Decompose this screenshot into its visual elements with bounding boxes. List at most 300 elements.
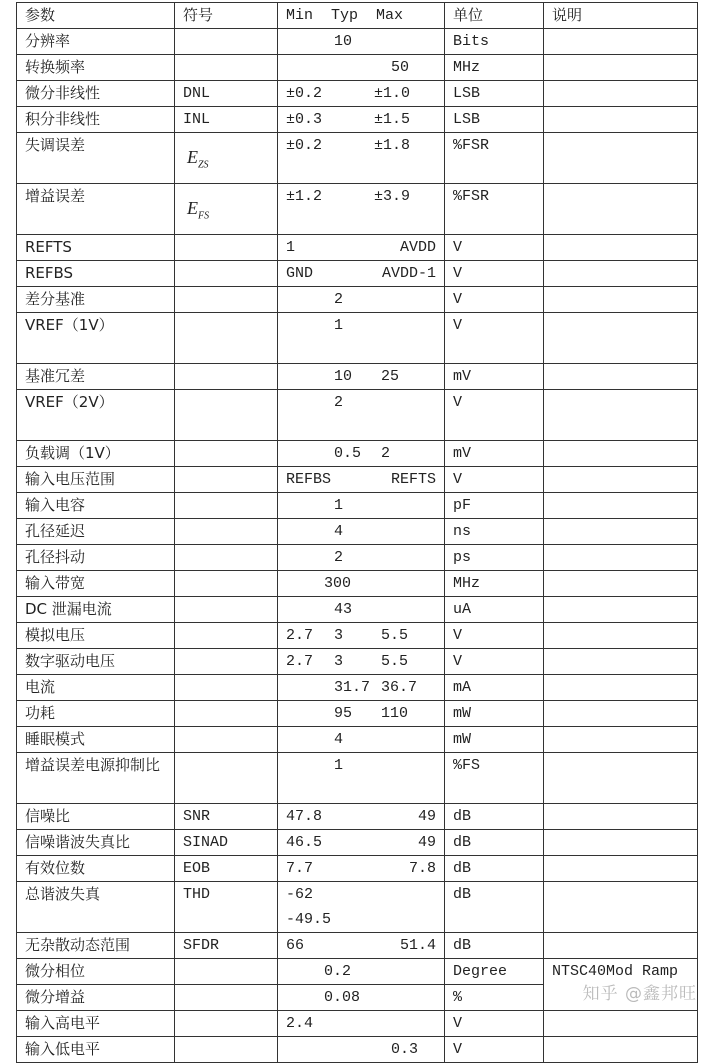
value-min: 2.7: [286, 653, 314, 670]
value-max: 51.4: [399, 937, 436, 954]
values-wrap: [286, 830, 444, 855]
cell-symbol: SINAD: [175, 830, 278, 856]
cell-symbol: [175, 649, 278, 675]
cell-unit: dB: [445, 856, 544, 882]
values-wrap: [286, 235, 444, 260]
cell-values: [278, 985, 445, 1011]
cell-symbol: [175, 133, 278, 184]
cell-unit: LSB: [445, 107, 544, 133]
cell-note: [544, 727, 698, 753]
cell-values: [278, 467, 445, 493]
table-row: [17, 830, 698, 856]
table-row: [17, 261, 698, 287]
cell-symbol: [175, 493, 278, 519]
cell-values: [278, 649, 445, 675]
cell-param: 睡眠模式: [17, 727, 175, 753]
table-row: [17, 467, 698, 493]
value-min: REFBS: [286, 471, 332, 488]
value-typ: 4: [334, 731, 344, 748]
cell-param: 孔径抖动: [17, 545, 175, 571]
values-wrap: [286, 441, 444, 466]
value-typ: 1: [334, 757, 344, 774]
values-wrap: [286, 493, 444, 518]
cell-unit: V: [445, 1011, 544, 1037]
table-row: [17, 882, 698, 933]
cell-param: 数字驱动电压: [17, 649, 175, 675]
value-max: 2: [381, 445, 391, 462]
values-wrap: [286, 727, 444, 752]
values-wrap: [286, 107, 444, 132]
cell-param: 微分相位: [17, 959, 175, 985]
value-typ: 31.7: [334, 679, 371, 696]
value-min: 46.5: [286, 834, 323, 851]
cell-unit: V: [445, 287, 544, 313]
cell-note: [544, 390, 698, 441]
value-min: 2.7: [286, 627, 314, 644]
cell-unit: mV: [445, 441, 544, 467]
cell-unit: V: [445, 261, 544, 287]
cell-symbol: [175, 467, 278, 493]
value-min-secondary: -49.5: [286, 911, 332, 928]
cell-unit: mW: [445, 727, 544, 753]
cell-values: [278, 571, 445, 597]
cell-symbol: [175, 55, 278, 81]
cell-param: 微分增益: [17, 985, 175, 1011]
value-typ: 3: [334, 653, 344, 670]
value-typ: 2: [334, 291, 344, 308]
table-row: [17, 623, 698, 649]
table-row: [17, 441, 698, 467]
value-max: 49: [417, 834, 436, 851]
values-wrap: [286, 81, 444, 106]
header-row: [17, 3, 698, 29]
cell-note-merged: NTSC40Mod Ramp: [544, 959, 698, 1011]
cell-param: VREF（2V）: [17, 390, 175, 441]
value-typ: 300: [324, 575, 352, 592]
cell-note: [544, 441, 698, 467]
table-row: [17, 29, 698, 55]
cell-values: [278, 882, 445, 933]
cell-unit: %FSR: [445, 133, 544, 184]
value-typ: 0.5: [334, 445, 362, 462]
spec-table: [16, 2, 698, 1063]
values-wrap: [286, 1011, 444, 1036]
cell-unit: V: [445, 313, 544, 364]
table-row: [17, 493, 698, 519]
cell-param: 基准冗差: [17, 364, 175, 390]
table-row: [17, 701, 698, 727]
table-row: [17, 675, 698, 701]
value-max: 7.8: [408, 860, 436, 877]
cell-symbol: INL: [175, 107, 278, 133]
value-max: 5.5: [381, 627, 409, 644]
cell-unit: dB: [445, 882, 544, 933]
cell-param: 增益误差电源抑制比: [17, 753, 175, 804]
values-wrap: [286, 701, 444, 726]
cell-unit: Degree: [445, 959, 544, 985]
cell-param: 负载调（1V）: [17, 441, 175, 467]
cell-symbol: [175, 235, 278, 261]
cell-note: [544, 133, 698, 184]
cell-unit: dB: [445, 933, 544, 959]
values-wrap: [286, 623, 444, 648]
table-row: [17, 804, 698, 830]
cell-symbol: [175, 701, 278, 727]
cell-symbol: [175, 753, 278, 804]
table-row: [17, 107, 698, 133]
table-row: [17, 1037, 698, 1063]
table-row: [17, 519, 698, 545]
cell-values: [278, 107, 445, 133]
table-row: [17, 55, 698, 81]
cell-note: [544, 882, 698, 933]
cell-unit: pF: [445, 493, 544, 519]
value-typ: 43: [334, 601, 353, 618]
cell-values: [278, 830, 445, 856]
value-max: 50: [391, 59, 410, 76]
table-row: [17, 133, 698, 184]
value-typ: 2: [334, 394, 344, 411]
values-wrap: [286, 856, 444, 881]
value-typ: 2: [334, 549, 344, 566]
cell-param: 转换频率: [17, 55, 175, 81]
cell-param: REFTS: [17, 235, 175, 261]
cell-symbol: [175, 727, 278, 753]
cell-unit: ns: [445, 519, 544, 545]
cell-unit: V: [445, 623, 544, 649]
cell-unit: V: [445, 1037, 544, 1063]
cell-note: [544, 467, 698, 493]
cell-unit: MHz: [445, 571, 544, 597]
value-max: ±1.0: [374, 85, 411, 102]
table-row: [17, 597, 698, 623]
values-wrap: [286, 467, 444, 492]
cell-param: 积分非线性: [17, 107, 175, 133]
values-wrap: [286, 753, 444, 803]
cell-param: 无杂散动态范围: [17, 933, 175, 959]
cell-symbol: [175, 623, 278, 649]
values-wrap: [286, 649, 444, 674]
values-wrap: [286, 55, 444, 80]
watermark: 知乎 @鑫邦旺: [582, 984, 697, 1004]
cell-symbol: SNR: [175, 804, 278, 830]
values-wrap: [286, 364, 444, 389]
cell-values: [278, 675, 445, 701]
cell-symbol: EOB: [175, 856, 278, 882]
cell-symbol: [175, 261, 278, 287]
value-typ: 10: [334, 368, 353, 385]
cell-param: 输入电压范围: [17, 467, 175, 493]
cell-unit: uA: [445, 597, 544, 623]
cell-values: [278, 1011, 445, 1037]
cell-note: [544, 545, 698, 571]
table-row: [17, 649, 698, 675]
cell-symbol: [175, 545, 278, 571]
value-min: 1: [286, 239, 296, 256]
symbol-subscript: ZS: [198, 159, 209, 171]
header-unit: 单位: [445, 3, 544, 29]
cell-param: 信噪谐波失真比: [17, 830, 175, 856]
value-min: 66: [286, 937, 305, 954]
cell-values: [278, 933, 445, 959]
cell-symbol: DNL: [175, 81, 278, 107]
value-min: ±1.2: [286, 188, 323, 205]
cell-values: [278, 856, 445, 882]
value-min: 2.4: [286, 1015, 314, 1032]
cell-note: [544, 235, 698, 261]
cell-note: [544, 701, 698, 727]
table-row: [17, 1011, 698, 1037]
cell-unit: LSB: [445, 81, 544, 107]
cell-values: [278, 313, 445, 364]
values-wrap: [286, 571, 444, 596]
value-min: ±0.2: [286, 137, 323, 154]
table-row: [17, 184, 698, 235]
cell-values: [278, 519, 445, 545]
cell-values: [278, 55, 445, 81]
values-wrap: [286, 133, 444, 183]
table-row: [17, 313, 698, 364]
cell-symbol: [175, 571, 278, 597]
cell-param: 微分非线性: [17, 81, 175, 107]
header-symbol: 符号: [175, 3, 278, 29]
value-max: AVDD-1: [381, 265, 436, 282]
cell-unit: mA: [445, 675, 544, 701]
value-max: REFTS: [390, 471, 436, 488]
cell-note: [544, 107, 698, 133]
value-max: 110: [381, 705, 409, 722]
value-typ: 3: [334, 627, 344, 644]
cell-param: 失调误差: [17, 133, 175, 184]
cell-symbol: [175, 519, 278, 545]
cell-symbol: [175, 985, 278, 1011]
cell-note: [544, 55, 698, 81]
header-note: 说明: [544, 3, 698, 29]
cell-param: 输入电容: [17, 493, 175, 519]
cell-param: 有效位数: [17, 856, 175, 882]
cell-unit: V: [445, 649, 544, 675]
cell-symbol: [175, 959, 278, 985]
cell-values: [278, 545, 445, 571]
value-min: 47.8: [286, 808, 323, 825]
cell-param: DC 泄漏电流: [17, 597, 175, 623]
cell-param: 输入高电平: [17, 1011, 175, 1037]
value-typ: 10: [334, 33, 353, 50]
values-wrap: [286, 313, 444, 363]
cell-unit: V: [445, 235, 544, 261]
value-max: 36.7: [381, 679, 418, 696]
symbol-italic: [187, 196, 209, 229]
cell-values: [278, 623, 445, 649]
values-wrap: [286, 287, 444, 312]
values-wrap: [286, 519, 444, 544]
cell-note: [544, 753, 698, 804]
value-max: AVDD: [399, 239, 436, 256]
table-row: [17, 287, 698, 313]
cell-symbol: [175, 287, 278, 313]
cell-param: 差分基准: [17, 287, 175, 313]
cell-param: REFBS: [17, 261, 175, 287]
table-row: [17, 235, 698, 261]
value-typ: 1: [334, 317, 344, 334]
cell-values: [278, 81, 445, 107]
value-max: ±3.9: [374, 188, 411, 205]
header-min-typ-max: Min Typ Max: [278, 3, 445, 29]
cell-unit: dB: [445, 804, 544, 830]
cell-symbol: [175, 441, 278, 467]
cell-param: 电流: [17, 675, 175, 701]
symbol-subscript: FS: [198, 210, 210, 222]
cell-symbol: THD: [175, 882, 278, 933]
cell-symbol: [175, 390, 278, 441]
cell-param: 增益误差: [17, 184, 175, 235]
cell-note: [544, 1011, 698, 1037]
table-row: [17, 364, 698, 390]
value-typ: 4: [334, 523, 344, 540]
value-max: 25: [381, 368, 400, 385]
table-row: [17, 545, 698, 571]
cell-param: 输入带宽: [17, 571, 175, 597]
cell-symbol: [175, 184, 278, 235]
values-wrap: [286, 959, 444, 984]
cell-param: VREF（1V）: [17, 313, 175, 364]
values-wrap: [286, 882, 444, 932]
value-min: -62: [286, 886, 314, 903]
cell-param: 模拟电压: [17, 623, 175, 649]
cell-unit: V: [445, 467, 544, 493]
value-typ: 1: [334, 497, 344, 514]
value-min: ±0.3: [286, 111, 323, 128]
cell-symbol: [175, 1037, 278, 1063]
values-wrap: [286, 675, 444, 700]
cell-values: [278, 261, 445, 287]
cell-values: [278, 804, 445, 830]
values-wrap: [286, 545, 444, 570]
cell-note: [544, 804, 698, 830]
cell-note: [544, 933, 698, 959]
cell-param: 信噪比: [17, 804, 175, 830]
table-row: [17, 727, 698, 753]
cell-note: [544, 287, 698, 313]
cell-note: [544, 81, 698, 107]
cell-note: [544, 675, 698, 701]
cell-values: [278, 364, 445, 390]
values-wrap: [286, 184, 444, 234]
cell-note: [544, 623, 698, 649]
cell-values: [278, 753, 445, 804]
value-max: 49: [417, 808, 436, 825]
cell-values: [278, 493, 445, 519]
cell-values: [278, 959, 445, 985]
cell-unit: %: [445, 985, 544, 1011]
cell-param: 总谐波失真: [17, 882, 175, 933]
value-min: ±0.2: [286, 85, 323, 102]
cell-unit: ps: [445, 545, 544, 571]
cell-symbol: [175, 364, 278, 390]
cell-note: [544, 493, 698, 519]
table-row: [17, 753, 698, 804]
cell-values: [278, 184, 445, 235]
value-min: 7.7: [286, 860, 314, 877]
cell-param: 分辨率: [17, 29, 175, 55]
table-row: [17, 571, 698, 597]
cell-unit: %FSR: [445, 184, 544, 235]
values-wrap: [286, 597, 444, 622]
cell-note: [544, 649, 698, 675]
cell-unit: V: [445, 390, 544, 441]
values-wrap: [286, 1037, 444, 1062]
values-wrap: [286, 804, 444, 829]
cell-values: [278, 441, 445, 467]
cell-note: [544, 313, 698, 364]
header-param: 参数: [17, 3, 175, 29]
values-wrap: [286, 29, 444, 54]
cell-unit: Bits: [445, 29, 544, 55]
cell-values: [278, 29, 445, 55]
value-min: GND: [286, 265, 314, 282]
cell-note: [544, 261, 698, 287]
cell-values: [278, 1037, 445, 1063]
values-wrap: [286, 933, 444, 958]
cell-symbol: [175, 1011, 278, 1037]
cell-values: [278, 133, 445, 184]
cell-values: [278, 597, 445, 623]
cell-unit: dB: [445, 830, 544, 856]
cell-note: [544, 856, 698, 882]
symbol-italic: [187, 145, 209, 178]
table-row: [17, 856, 698, 882]
cell-values: [278, 287, 445, 313]
value-max: 0.3: [391, 1041, 419, 1058]
cell-values: [278, 235, 445, 261]
cell-symbol: [175, 675, 278, 701]
cell-symbol: [175, 313, 278, 364]
values-wrap: [286, 390, 444, 440]
table-row: [17, 390, 698, 441]
cell-unit: mV: [445, 364, 544, 390]
value-max: ±1.5: [374, 111, 411, 128]
cell-note: [544, 184, 698, 235]
cell-symbol: SFDR: [175, 933, 278, 959]
table-row: [17, 933, 698, 959]
cell-note: [544, 1037, 698, 1063]
value-typ: 0.2: [324, 963, 352, 980]
cell-values: [278, 701, 445, 727]
cell-param: 孔径延迟: [17, 519, 175, 545]
cell-note: [544, 830, 698, 856]
cell-values: [278, 390, 445, 441]
value-typ: 0.08: [324, 989, 361, 1006]
value-max: ±1.8: [374, 137, 411, 154]
symbol-base: E: [187, 147, 198, 167]
cell-unit: mW: [445, 701, 544, 727]
value-typ: 95: [334, 705, 353, 722]
cell-param: 功耗: [17, 701, 175, 727]
value-max: 5.5: [381, 653, 409, 670]
cell-note: [544, 597, 698, 623]
cell-param: 输入低电平: [17, 1037, 175, 1063]
cell-symbol: [175, 29, 278, 55]
cell-values: [278, 727, 445, 753]
values-wrap: [286, 261, 444, 286]
values-wrap: [286, 985, 444, 1010]
cell-unit: %FS: [445, 753, 544, 804]
cell-note: [544, 29, 698, 55]
cell-note: [544, 364, 698, 390]
cell-note: [544, 571, 698, 597]
cell-symbol: [175, 597, 278, 623]
cell-note: [544, 519, 698, 545]
